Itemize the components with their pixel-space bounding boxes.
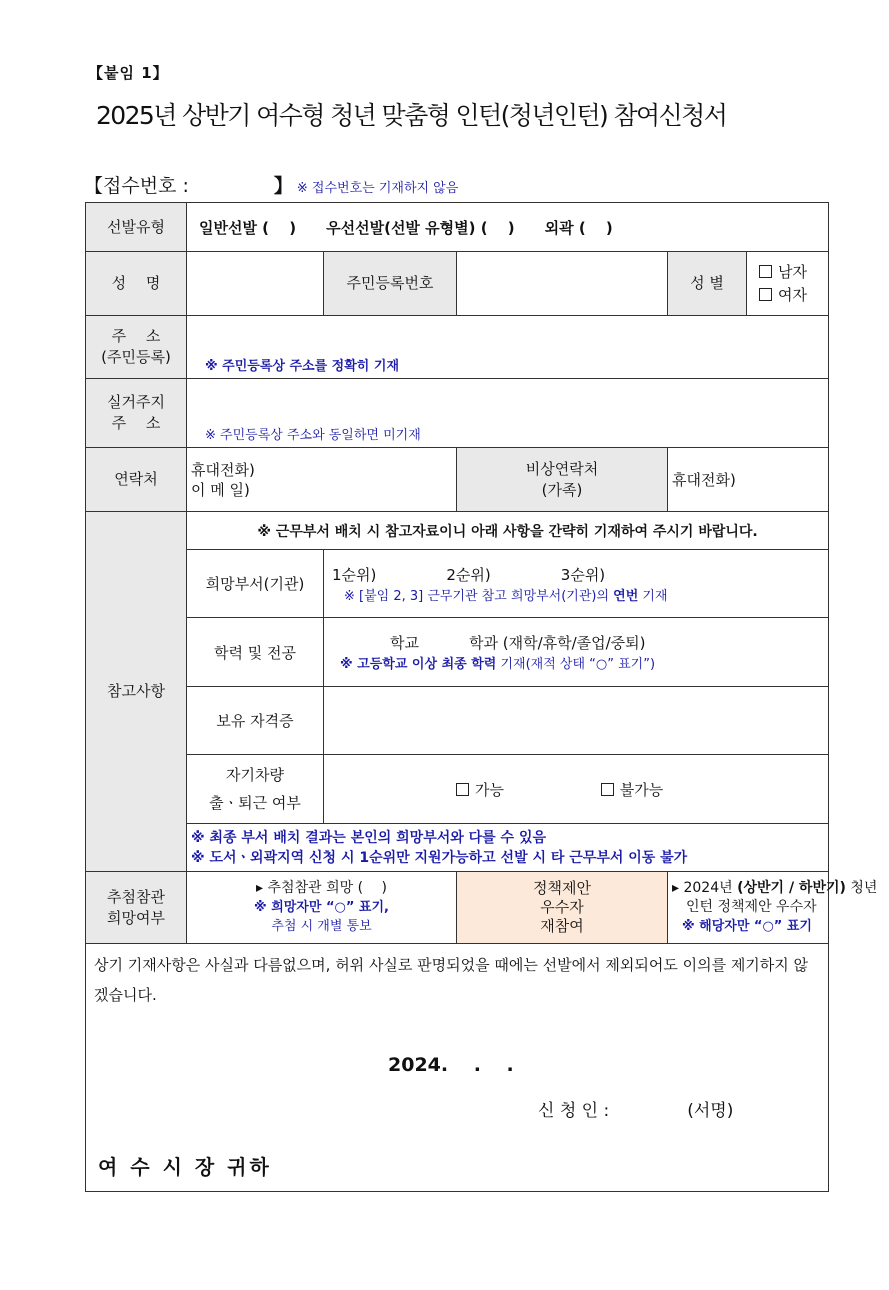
contact-fields[interactable] bbox=[187, 448, 457, 512]
female-checkbox[interactable] bbox=[759, 288, 772, 301]
car-label: 자기차량 출ㆍ퇴근 여부 bbox=[187, 755, 324, 824]
dept-row bbox=[86, 550, 829, 618]
receipt-close: 】 bbox=[273, 175, 293, 197]
education-field[interactable] bbox=[324, 618, 829, 687]
emergency-mobile-field[interactable]: 휴대전화) bbox=[668, 448, 829, 512]
reference-label: 참고사항 bbox=[86, 512, 187, 872]
name-label: 성 명 bbox=[86, 252, 187, 316]
lottery-label: 추첨참관 희망여부 bbox=[86, 872, 187, 944]
rrn-field[interactable] bbox=[457, 252, 668, 316]
applicant-label: 신 청 인 : bbox=[538, 1101, 610, 1121]
gender-female[interactable]: 여자 bbox=[759, 284, 824, 307]
rank-1[interactable]: 1순위) bbox=[332, 565, 377, 584]
education-row bbox=[86, 618, 829, 687]
dept-note: ※ [붙임 2, 3] 근무기관 참고 희망부서(기관)의 연번 기재 bbox=[344, 588, 668, 604]
gender-label: 성 별 bbox=[668, 252, 747, 316]
receipt-note: ※ 접수번호는 기재하지 않음 bbox=[296, 181, 459, 196]
residence-note: ※ 주민등록상 주소와 동일하면 미기재 bbox=[205, 428, 421, 443]
address-row bbox=[86, 316, 829, 379]
selection-outer[interactable]: 외곽 ( ) bbox=[544, 218, 613, 237]
dept-label: 희망부서(기관) bbox=[187, 550, 324, 618]
selection-label: 선발유형 bbox=[86, 203, 187, 252]
name-field[interactable] bbox=[187, 252, 324, 316]
dept-field[interactable] bbox=[324, 550, 829, 618]
car-yes-label: 가능 bbox=[475, 780, 504, 799]
certificate-row bbox=[86, 687, 829, 755]
application-form bbox=[85, 202, 878, 1192]
declaration-date[interactable]: 2024. . . bbox=[388, 1054, 514, 1076]
lottery-wish-note: ※ 희망자만 “○” 표기, bbox=[254, 900, 389, 915]
rrn-label: 주민등록번호 bbox=[324, 252, 457, 316]
receipt-label: 【접수번호 : bbox=[84, 175, 189, 197]
selection-row bbox=[86, 203, 829, 252]
warning-notes bbox=[187, 824, 829, 872]
declaration-text: 상기 기재사항은 사실과 다름없으며, 허위 사실로 판명되었을 때에는 선발에서 제외되어도 이의를 제기하지 않겠습니다. bbox=[94, 956, 809, 1004]
certificate-label: 보유 자격증 bbox=[187, 687, 324, 755]
education-note: ※ 고등학교 이상 최종 학력 기재(재적 상태 “○” 표기”) bbox=[340, 657, 656, 672]
lottery-wish-text[interactable]: ▸ 추첨참관 희망 ( ) bbox=[256, 880, 387, 896]
form-title: 2025년 상반기 여수형 청년 맞춤형 인턴(청년인턴) 참여신청서 bbox=[96, 101, 727, 130]
rank-2[interactable]: 2순위) bbox=[446, 565, 491, 584]
residence-field[interactable] bbox=[187, 379, 829, 448]
lottery-wish[interactable] bbox=[187, 872, 457, 944]
reference-intro-row bbox=[86, 512, 829, 550]
selection-priority[interactable]: 우선선발(선발 유형별) ( ) bbox=[326, 218, 515, 237]
address-note: ※ 주민등록상 주소를 정확히 기재 bbox=[205, 359, 399, 374]
declaration-row bbox=[86, 944, 829, 1192]
warning-1: ※ 최종 부서 배치 결과는 본인의 희망부서와 다를 수 있음 bbox=[191, 829, 547, 846]
education-label: 학력 및 전공 bbox=[187, 618, 324, 687]
selection-options[interactable] bbox=[187, 203, 829, 252]
car-yes-checkbox[interactable] bbox=[456, 783, 469, 796]
gender-male[interactable]: 남자 bbox=[759, 261, 824, 284]
declaration bbox=[86, 944, 829, 1192]
address-label: 주 소 (주민등록) bbox=[86, 316, 187, 379]
policy-note: ※ 해당자만 “○” 표기 bbox=[682, 919, 812, 934]
car-no-label: 불가능 bbox=[619, 780, 664, 799]
email-field[interactable]: 이 메 일) bbox=[191, 480, 250, 499]
lottery-wish-note2: 추첨 시 개별 통보 bbox=[271, 919, 372, 934]
policy-label: 정책제안 우수자 재참여 bbox=[457, 872, 668, 944]
residence-label: 실거주지 주 소 bbox=[86, 379, 187, 448]
receipt-number bbox=[84, 171, 458, 198]
edu-school: 학교 bbox=[390, 634, 419, 652]
emergency-label: 비상연락처 (가족) bbox=[457, 448, 668, 512]
policy-field[interactable] bbox=[668, 872, 878, 944]
certificate-field[interactable] bbox=[324, 687, 829, 755]
residence-row bbox=[86, 379, 829, 448]
contact-label: 연락처 bbox=[86, 448, 187, 512]
warning-2: ※ 도서ㆍ외곽지역 신청 시 1순위만 지원가능하고 선발 시 타 근무부서 이동 불가 bbox=[191, 849, 688, 866]
addressee: 여 수 시 장 귀하 bbox=[98, 1155, 272, 1179]
applicant-signature[interactable] bbox=[538, 1096, 733, 1126]
signature-label: (서명) bbox=[687, 1101, 734, 1121]
car-no-checkbox[interactable] bbox=[601, 783, 614, 796]
car-row bbox=[86, 755, 829, 824]
contact-row bbox=[86, 448, 829, 512]
selection-general[interactable]: 일반선발 ( ) bbox=[199, 218, 297, 237]
edu-dept: 학과 (재학/휴학/졸업/중퇴) bbox=[468, 634, 646, 652]
gender-options[interactable] bbox=[747, 252, 829, 316]
rank-3[interactable]: 3순위) bbox=[560, 565, 606, 584]
car-options[interactable] bbox=[324, 755, 829, 824]
address-field[interactable] bbox=[187, 316, 829, 379]
personal-row bbox=[86, 252, 829, 316]
warning-row bbox=[86, 824, 829, 872]
mobile-field[interactable]: 휴대전화) bbox=[191, 460, 255, 479]
policy-line-1: ▸ 2024년 (상반기 / 하반기) 청년 bbox=[672, 880, 878, 896]
policy-line-2: 인턴 정책제안 우수자 bbox=[686, 899, 817, 915]
male-checkbox[interactable] bbox=[759, 265, 772, 278]
attachment-label: 【붙임 1】 bbox=[88, 64, 169, 82]
lottery-row bbox=[86, 872, 829, 944]
reference-intro: ※ 근무부서 배치 시 참고자료이니 아래 사항을 간략히 기재하여 주시기 바랍니다. bbox=[187, 512, 829, 550]
